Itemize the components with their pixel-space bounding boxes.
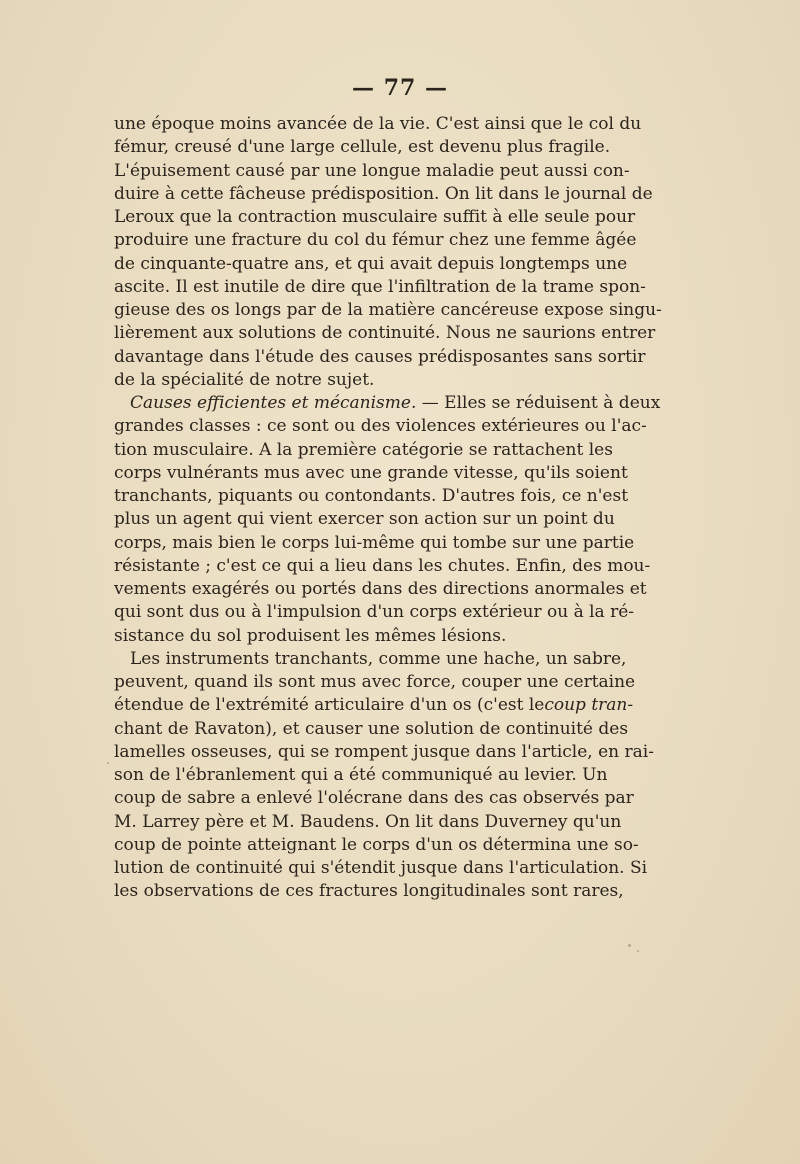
paper-speck (107, 762, 109, 764)
section-heading-line (114, 392, 661, 415)
text-line: duire à cette fâcheuse prédisposition. On lit dans le journal de (114, 183, 653, 204)
text-fragment: — Elles se réduisent à deux (416, 393, 661, 413)
text-line: grandes classes : ce sont ou des violences extérieures ou l'ac- (114, 416, 647, 437)
text-line: produire une fracture du col du fémur chez une femme âgée (114, 230, 637, 251)
text-line: Les instruments tranchants, comme une hache, un sabre, (130, 648, 627, 669)
text-line: plus un agent qui vient exercer son action sur un point du (114, 509, 615, 530)
text-line (114, 694, 634, 717)
text-line: lution de continuité qui s'étendit jusque dans l'articulation. Si (114, 858, 648, 878)
text-line: L'épuisement causé par une longue maladie peut aussi con- (114, 160, 630, 181)
text-line: tion musculaire. A la première catégorie se rattachent les (114, 439, 613, 460)
text-line: M. Larrey père et M. Baudens. On lit dans Duverney qu'un (114, 811, 622, 832)
italic-phrase: coup tran- (544, 695, 634, 716)
text-line: lamelles osseuses, qui se rompent jusque dans l'article, en rai- (114, 741, 654, 762)
page-number: — 77 — (352, 75, 448, 101)
text-line: corps, mais bien le corps lui-même qui tombe sur une partie (114, 532, 635, 553)
paper-speck (637, 950, 639, 952)
text-line: chant de Ravaton), et causer une solution de continuité des (114, 718, 629, 739)
text-line: de cinquante-quatre ans, et qui avait depuis longtemps une (114, 253, 628, 274)
text-line: lièrement aux solutions de continuité. Nous ne saurions entrer (114, 323, 656, 344)
text-line: une époque moins avancée de la vie. C'est ainsi que le col du (114, 114, 642, 134)
section-heading: Causes efficientes et mécanisme. (130, 393, 417, 413)
text-line: résistante ; c'est ce qui a lieu dans les chutes. Enfin, des mou- (114, 555, 651, 576)
text-line: coup de pointe atteignant le corps d'un os détermina une so- (114, 834, 639, 855)
text-line: peuvent, quand ils sont mus avec force, couper une certaine (114, 672, 636, 692)
text-line: corps vulnérants mus avec une grande vitesse, qu'ils soient (114, 462, 628, 483)
text-line: de la spécialité de notre sujet. (114, 369, 375, 390)
text-line: coup de sabre a enlevé l'olécrane dans des cas observés par (114, 788, 634, 809)
body-text (114, 113, 662, 904)
text-line: vements exagérés ou portés dans des directions anormales et (114, 579, 647, 599)
text-line: ascite. Il est inutile de dire que l'infiltration de la trame spon- (114, 276, 646, 297)
text-line: gieuse des os longs par de la matière cancéreuse expose singu- (114, 300, 662, 320)
text-fragment: étendue de l'extrémité articulaire d'un os (c'est le (114, 695, 545, 716)
text-line: qui sont dus ou à l'impulsion d'un corps extérieur ou à la ré- (114, 602, 635, 623)
text-line: davantage dans l'étude des causes prédisposantes sans sortir (114, 346, 646, 367)
text-line: fémur, creusé d'une large cellule, est devenu plus fragile. (114, 137, 611, 158)
text-line: son de l'ébranlement qui a été communiqué au levier. Un (114, 765, 608, 785)
text-line: sistance du sol produisent les mêmes lésions. (114, 625, 507, 646)
text-line: les observations de ces fractures longitudinales sont rares, (114, 881, 624, 902)
text-line: tranchants, piquants ou contondants. D'autres fois, ce n'est (114, 486, 629, 506)
text-line: Leroux que la contraction musculaire suffit à elle seule pour (114, 207, 636, 227)
paper-speck (628, 944, 631, 947)
